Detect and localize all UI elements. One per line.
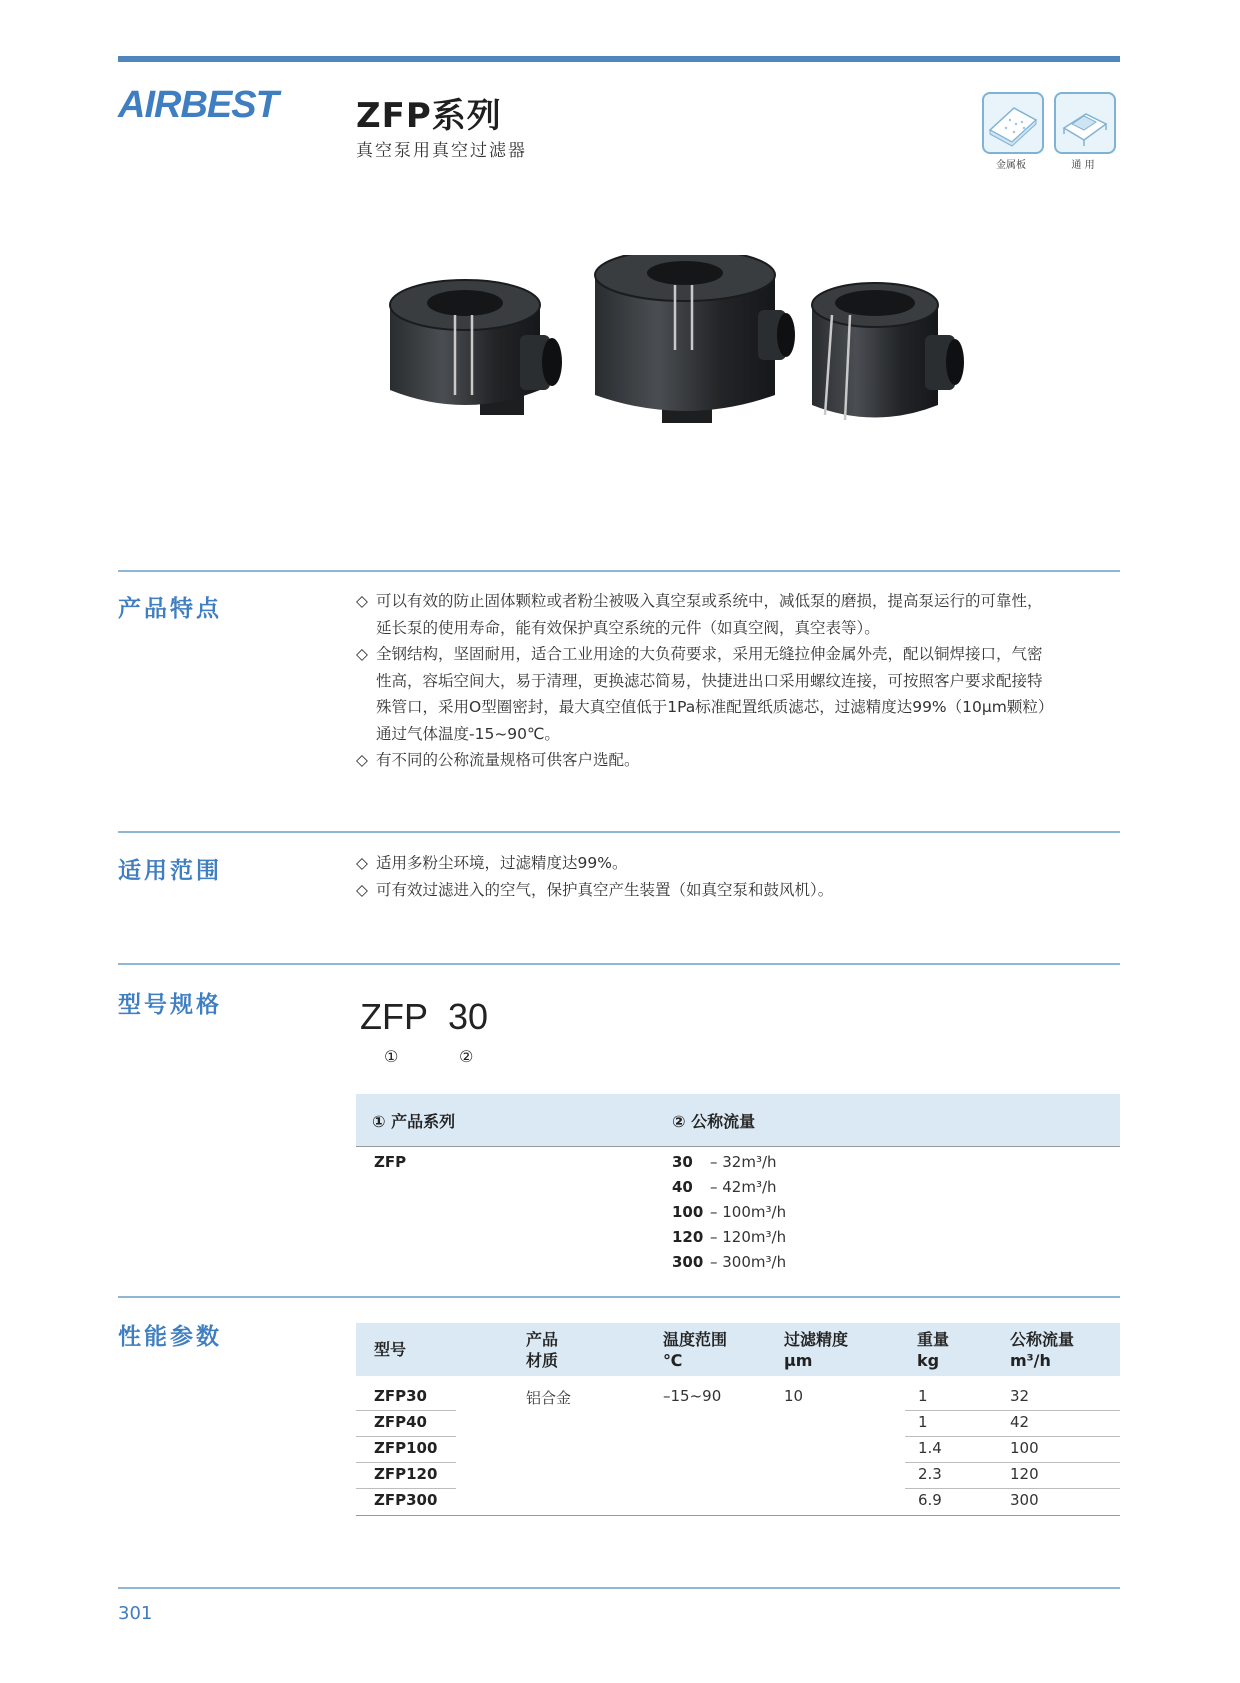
table-rule: [356, 1146, 1120, 1147]
top-rule: [118, 56, 1120, 62]
row-model: ZFP300: [374, 1491, 438, 1509]
section-title-performance: 性能参数: [118, 1324, 222, 1350]
list-item: ◇ 可以有效的防止固体颗粒或者粉尘被吸入真空泵或系统中，减低泵的磨损，提高泵运行的可靠性， 延长泵的使用寿命，能有效保护真空系统的元件（如真空阀，真空表等）。: [356, 588, 1116, 641]
page-subtitle: 真空泵用真空过滤器: [356, 141, 527, 161]
section-title-model: 型号规格: [118, 992, 222, 1018]
page-number: 301: [118, 1603, 153, 1624]
list-item: ◇ 可有效过滤进入的空气，保护真空产生装置（如真空泵和鼓风机）。: [356, 877, 1116, 904]
flow-row: 30 – 32m³/h: [672, 1153, 777, 1171]
row-divider: [905, 1410, 1120, 1411]
section-title-features: 产品特点: [118, 596, 222, 622]
marker-2: ②: [459, 1047, 474, 1066]
row-divider: [905, 1488, 1120, 1489]
flow-row: 120 – 120m³/h: [672, 1228, 787, 1246]
col-header-series: ① 产品系列: [372, 1112, 456, 1131]
perf-table-header: [356, 1323, 1120, 1376]
product-image: [380, 255, 1000, 469]
row-flow: 300: [1010, 1491, 1039, 1509]
metal-plate-icon: [982, 92, 1044, 154]
model-code: [360, 996, 488, 1038]
row-flow: 32: [1010, 1387, 1030, 1405]
list-item: ◇ 有不同的公称流量规格可供客户选配。: [356, 747, 1116, 774]
col-header-temp: 温度范围 ℃: [663, 1330, 728, 1370]
row-model: ZFP120: [374, 1465, 438, 1483]
list-item: ◇ 全钢结构，坚固耐用，适合工业用途的大负荷要求，采用无缝拉伸金属外壳，配以铜焊接口，气密 性高，容垢空间大，易于清理，更换滤芯简易，快捷进出口采用螺纹连接，可按照客户要求配接特 殊管口，采用O型圈密封，最大真空值低于1Pa标准配置纸质滤芯，过滤精度达99%（10μm颗粒） 通过气体温度-15~90℃。: [356, 641, 1116, 747]
col-header-flow: ② 公称流量: [672, 1112, 756, 1131]
features-list: [356, 588, 1116, 774]
section-rule: [118, 963, 1120, 965]
row-weight: 2.3: [918, 1465, 942, 1483]
row-weight: 1: [918, 1387, 928, 1405]
diamond-icon: ◇: [356, 645, 368, 663]
row-flow: 42: [1010, 1413, 1030, 1431]
row-divider: [356, 1410, 456, 1411]
section-title-application: 适用范围: [118, 858, 222, 884]
col-header-precision: 过滤精度 μm: [784, 1330, 849, 1370]
model-code-series: ZFP: [360, 996, 428, 1037]
row-model: ZFP40: [374, 1413, 427, 1431]
diamond-icon: ◇: [356, 751, 368, 769]
row-model: ZFP100: [374, 1439, 438, 1457]
row-flow: 100: [1010, 1439, 1039, 1457]
marker-1: ①: [384, 1047, 399, 1066]
brand-logo: AIRBEST: [118, 84, 278, 126]
row-divider: [905, 1462, 1120, 1463]
row-divider: [356, 1488, 456, 1489]
section-rule: [118, 831, 1120, 833]
row-model: ZFP30: [374, 1387, 427, 1405]
row-flow: 120: [1010, 1465, 1039, 1483]
material-value: 铝合金: [526, 1389, 572, 1407]
model-code-flow: 30: [448, 996, 489, 1037]
row-divider: [356, 1462, 456, 1463]
application-list: [356, 850, 1116, 903]
row-weight: 6.9: [918, 1491, 942, 1509]
col-header-material: 产品 材质: [526, 1330, 559, 1370]
list-item: ◇ 适用多粉尘环境，过滤精度达99%。: [356, 850, 1116, 877]
precision-value: 10: [784, 1387, 804, 1405]
col-header-weight: 重量 kg: [917, 1330, 950, 1370]
diamond-icon: ◇: [356, 880, 368, 899]
flow-row: 300 – 300m³/h: [672, 1253, 787, 1271]
section-rule: [118, 1296, 1120, 1298]
table-bottom-rule: [356, 1515, 1120, 1516]
diamond-icon: ◇: [356, 854, 368, 872]
series-value: ZFP: [374, 1153, 407, 1171]
spec-table-header: [356, 1094, 1120, 1146]
flow-row: 40 – 42m³/h: [672, 1178, 777, 1196]
universal-icon: [1054, 92, 1116, 154]
page-title: ZFP系列: [356, 96, 502, 136]
row-weight: 1: [918, 1413, 928, 1431]
col-header-flow: 公称流量 m³/h: [1010, 1330, 1075, 1370]
footer-rule: [118, 1587, 1120, 1589]
flow-row: 100 – 100m³/h: [672, 1203, 787, 1221]
diamond-icon: ◇: [356, 592, 368, 610]
badge-label-universal: 通 用: [1071, 160, 1095, 171]
section-rule: [118, 570, 1120, 572]
badge-label-metal: 金属板: [996, 160, 1026, 171]
row-divider: [356, 1436, 456, 1437]
col-header-model: 型号: [374, 1340, 407, 1359]
row-weight: 1.4: [918, 1439, 942, 1457]
row-divider: [905, 1436, 1120, 1437]
temp-value: –15~90: [663, 1387, 722, 1405]
